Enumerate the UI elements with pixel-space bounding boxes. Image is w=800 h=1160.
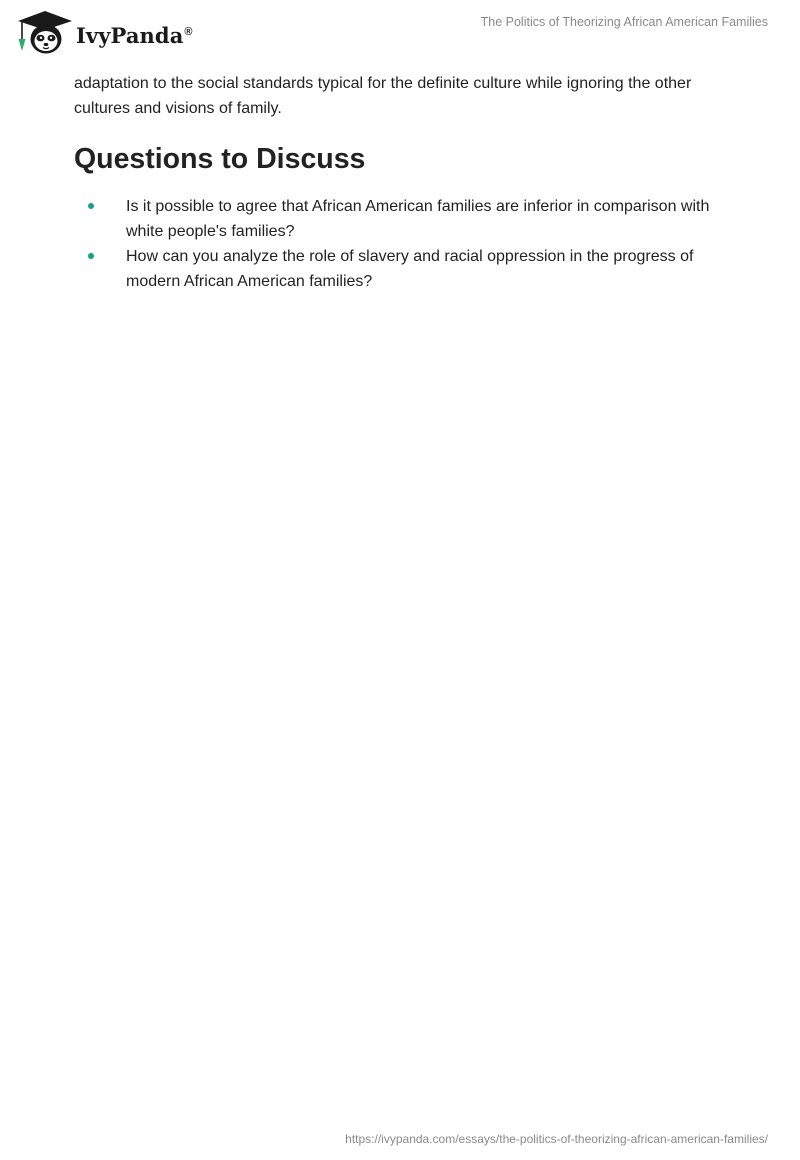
question-text: Is it possible to agree that African American families are inferior in comparison with white people's families? bbox=[126, 198, 710, 240]
continued-paragraph: adaptation to the social standards typical for the definite culture while ignoring the other cultures and visions of family. bbox=[74, 75, 692, 117]
panda-graduation-cap-icon bbox=[14, 8, 74, 58]
ivypanda-logo[interactable] bbox=[14, 8, 193, 58]
main-content bbox=[74, 71, 734, 294]
list-item bbox=[74, 194, 734, 244]
questions-list bbox=[74, 194, 734, 294]
document-title: The Politics of Theorizing African American Families bbox=[480, 15, 768, 29]
page-header bbox=[0, 0, 800, 70]
source-url[interactable]: https://ivypanda.com/essays/the-politics-of-theorizing-african-american-families/ bbox=[345, 1132, 768, 1146]
brand-name bbox=[76, 23, 193, 48]
registered-mark: ® bbox=[184, 25, 193, 38]
section-heading: Questions to Discuss bbox=[74, 143, 366, 175]
bullet-icon bbox=[88, 253, 94, 259]
list-item bbox=[74, 244, 734, 294]
question-text: How can you analyze the role of slavery and racial oppression in the progress of modern African American families? bbox=[126, 248, 694, 290]
bullet-icon bbox=[88, 203, 94, 209]
brand-label: IvyPanda bbox=[76, 22, 184, 48]
